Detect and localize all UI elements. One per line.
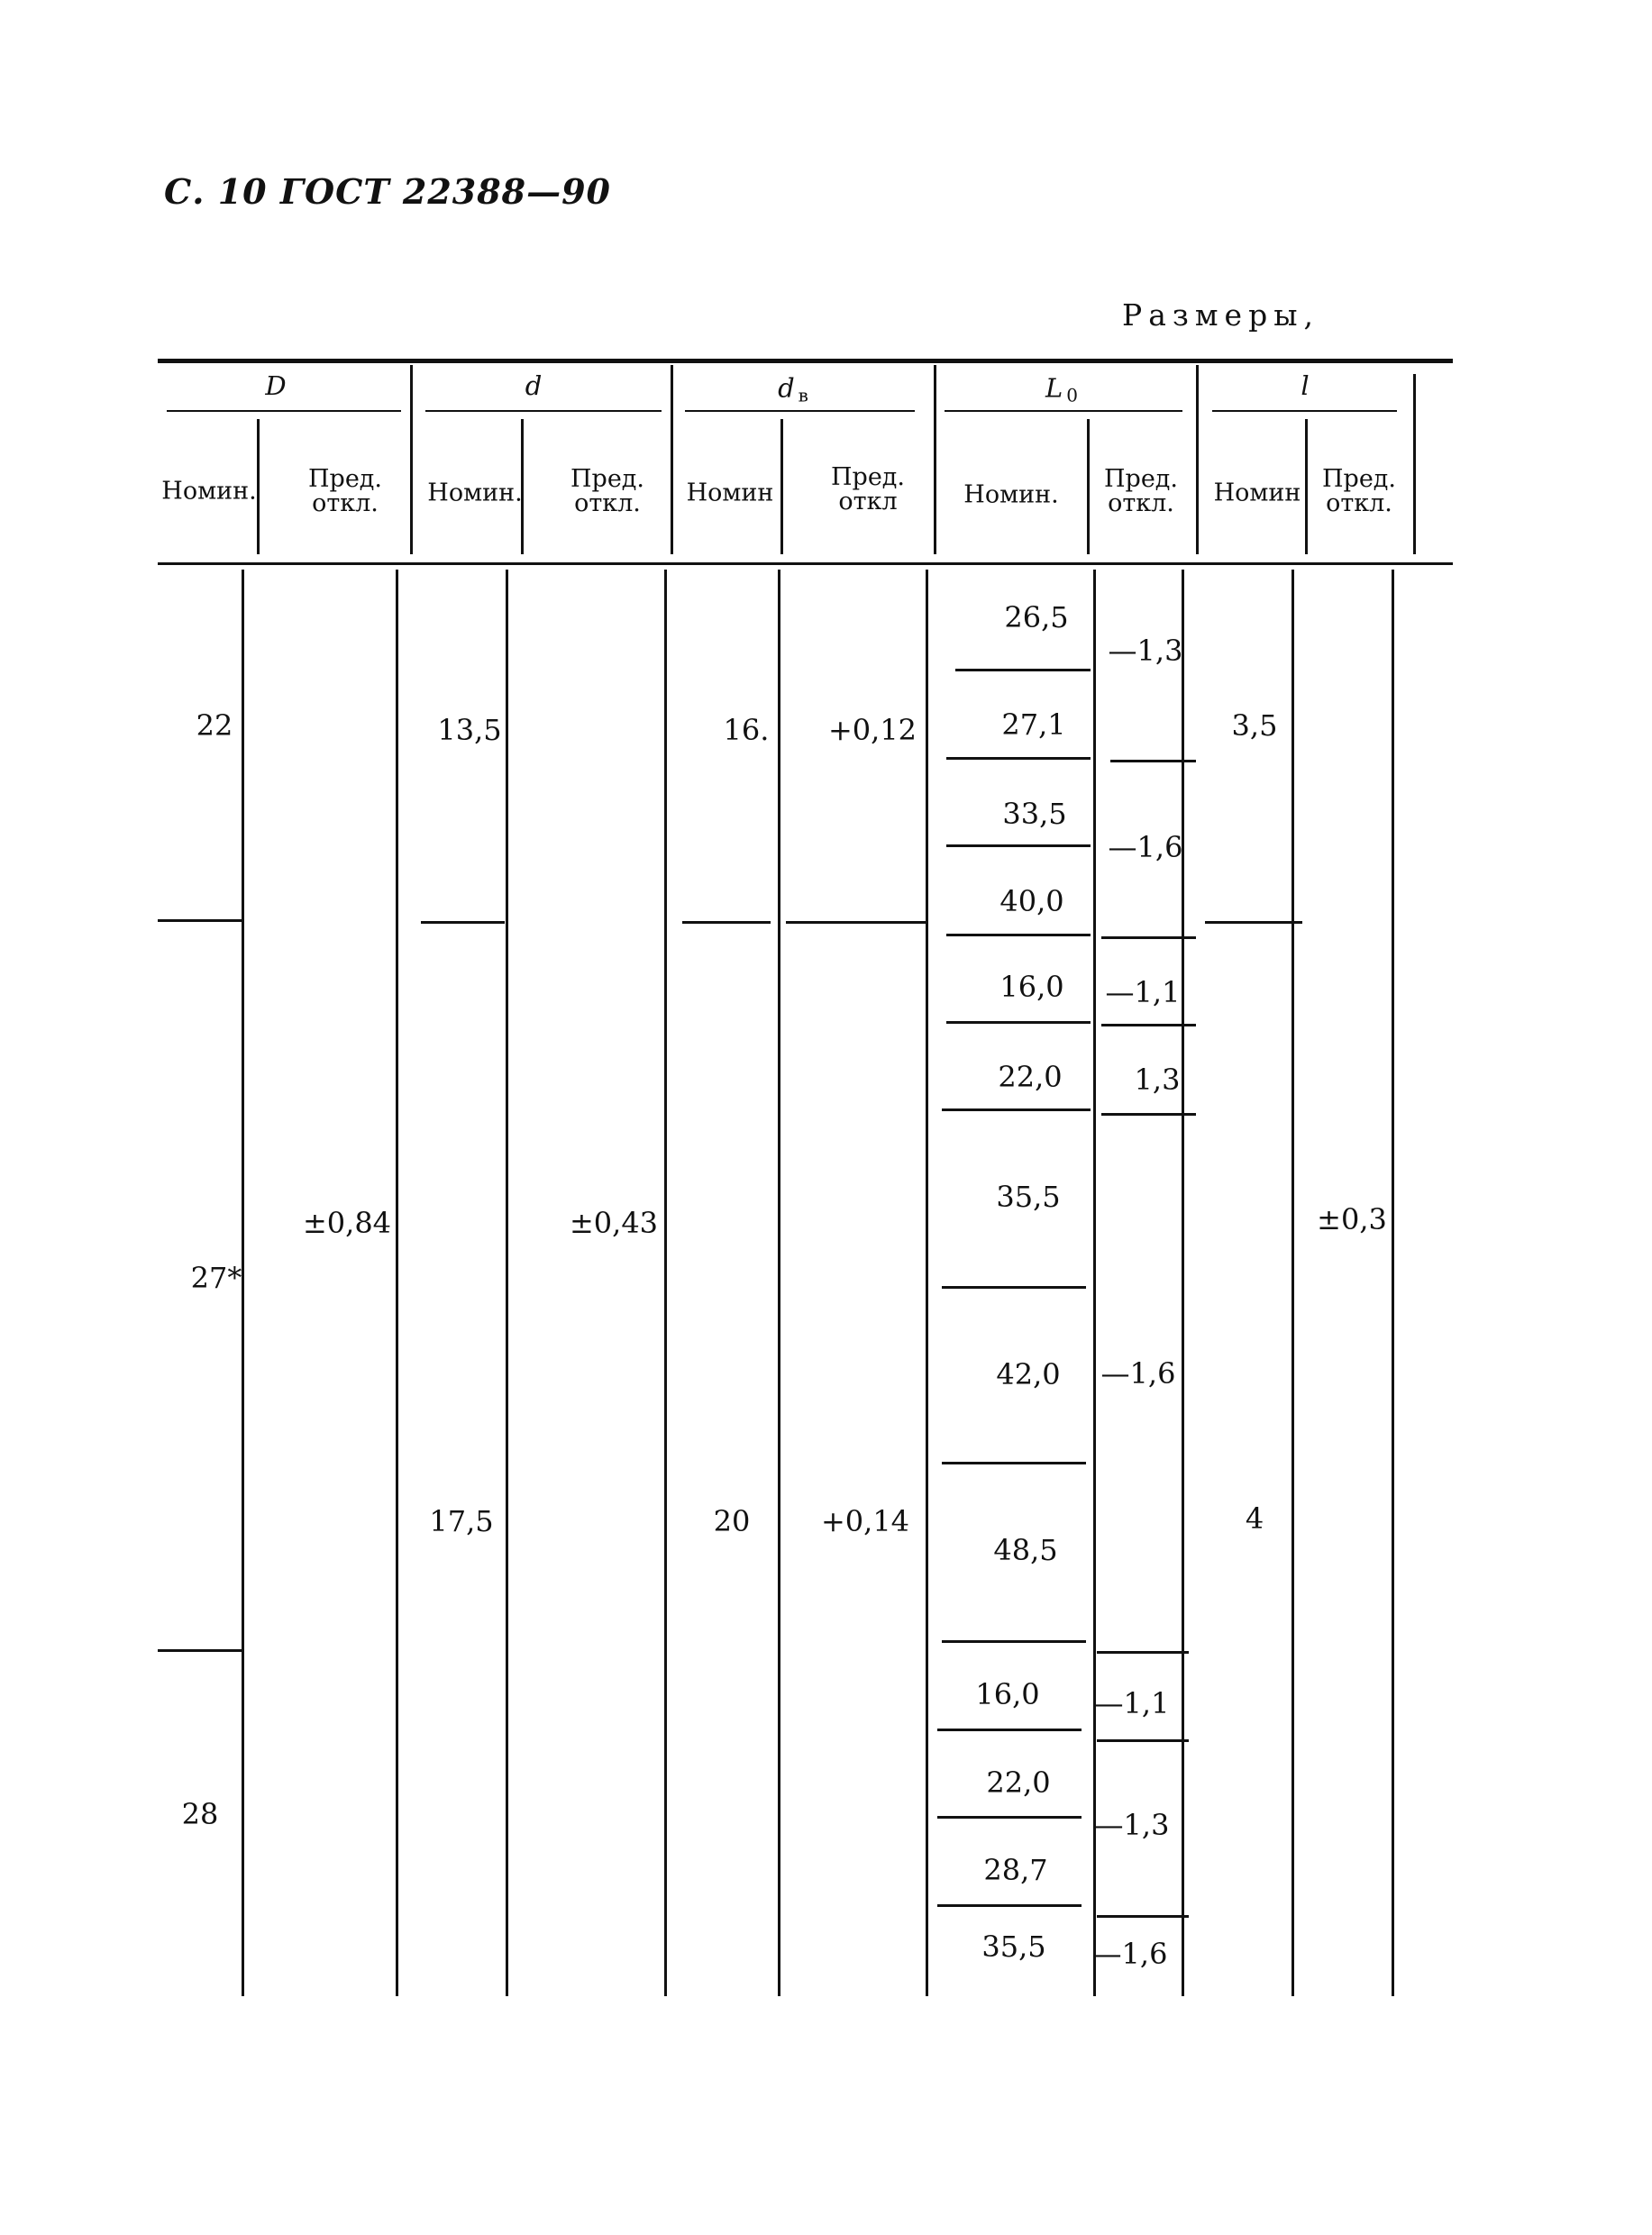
cell-L0-dev: —1,3 xyxy=(1094,1808,1170,1842)
cell-d-nom: 17,5 xyxy=(429,1504,494,1538)
L0-dev-separator xyxy=(1101,1024,1196,1026)
subheader-l-nom: Номин xyxy=(1213,479,1301,507)
header-vline xyxy=(257,419,260,554)
cell-L0-dev: —1,6 xyxy=(1092,1937,1168,1971)
cell-L0-dev: —1,6 xyxy=(1108,830,1183,864)
cell-L0-nom: 28,7 xyxy=(983,1853,1048,1887)
subheader-d-dev: Пред. откл. xyxy=(570,465,645,517)
header-vline xyxy=(1305,419,1308,554)
subheader-l-dev: Пред. откл. xyxy=(1321,465,1397,517)
cell-L0-dev: 1,3 xyxy=(1134,1063,1181,1097)
subheader-L0-nom: Номин. xyxy=(963,480,1059,509)
cell-L0-nom: 35,5 xyxy=(996,1180,1061,1214)
header-vline xyxy=(1196,365,1199,554)
body-vline xyxy=(1392,570,1394,1996)
header-vline xyxy=(1087,419,1090,554)
cell-L0-nom: 48,5 xyxy=(993,1533,1058,1567)
row-separator xyxy=(421,921,505,924)
group-rule-L0 xyxy=(945,410,1182,412)
cell-D-nom: 22 xyxy=(196,708,233,743)
cell-l-nom: 3,5 xyxy=(1231,708,1278,743)
body-vline xyxy=(1291,570,1294,1996)
subheader-D-dev: Пред. откл. xyxy=(307,465,383,517)
group-rule-l xyxy=(1212,410,1397,412)
group-label-dv: d $_в$ xyxy=(778,372,808,406)
cell-L0-nom: 16,0 xyxy=(999,970,1064,1004)
group-rule-D xyxy=(167,410,401,412)
units-caption: Размеры, xyxy=(1122,297,1319,333)
cell-L0-nom: 22,0 xyxy=(998,1060,1063,1094)
cell-L0-dev: —1,1 xyxy=(1105,975,1181,1009)
cell-l-dev: ±0,3 xyxy=(1317,1202,1387,1236)
L0-separator xyxy=(937,1816,1082,1819)
cell-L0-nom: 27,1 xyxy=(1001,707,1066,742)
header-vline xyxy=(671,365,673,554)
group-label-L0: L $_0$ xyxy=(1045,372,1078,406)
cell-D-nom: 27* xyxy=(190,1261,242,1295)
cell-L0-dev: —1,1 xyxy=(1094,1686,1170,1720)
L0-separator xyxy=(946,844,1091,847)
body-vline xyxy=(396,570,398,1996)
L0-separator xyxy=(946,757,1091,760)
L0-dev-separator xyxy=(1097,1651,1189,1654)
body-vline xyxy=(778,570,780,1996)
cell-dv-dev: +0,14 xyxy=(820,1504,910,1538)
row-separator xyxy=(158,1649,243,1652)
header-vline xyxy=(1413,374,1416,554)
subheader-dv-nom: Номин xyxy=(686,479,774,507)
L0-dev-separator xyxy=(1110,760,1196,762)
row-separator xyxy=(1205,921,1302,924)
cell-L0-nom: 22,0 xyxy=(986,1765,1051,1800)
cell-dv-dev: +0,12 xyxy=(827,713,917,747)
group-rule-dv xyxy=(685,410,915,412)
L0-separator xyxy=(942,1462,1086,1464)
header-bottom-rule xyxy=(158,562,1453,565)
cell-D-nom: 28 xyxy=(181,1797,219,1831)
L0-separator xyxy=(942,1108,1091,1111)
cell-L0-dev: —1,6 xyxy=(1100,1356,1176,1391)
body-vline xyxy=(1182,570,1184,1996)
header-vline xyxy=(780,419,783,554)
subheader-L0-dev: Пред. откл. xyxy=(1103,465,1179,517)
L0-separator xyxy=(942,1640,1086,1643)
cell-L0-nom: 42,0 xyxy=(996,1357,1061,1391)
cell-L0-nom: 40,0 xyxy=(999,884,1064,918)
body-vline xyxy=(664,570,667,1996)
row-separator xyxy=(158,919,243,922)
L0-dev-separator xyxy=(1101,1113,1196,1116)
L0-separator xyxy=(946,934,1091,936)
group-label-l: l xyxy=(1301,370,1310,401)
L0-dev-separator xyxy=(1097,1915,1189,1918)
subheader-D-nom: Номин. xyxy=(161,477,257,506)
body-vline xyxy=(926,570,928,1996)
cell-L0-nom: 26,5 xyxy=(1004,600,1069,634)
body-vline xyxy=(242,570,244,1996)
header-vline xyxy=(934,365,936,554)
group-label-D: D xyxy=(265,370,287,401)
subheader-dv-dev: Пред. откл xyxy=(830,463,906,515)
cell-l-nom: 4 xyxy=(1245,1501,1264,1536)
cell-L0-nom: 16,0 xyxy=(975,1677,1040,1711)
cell-d-nom: 13,5 xyxy=(437,713,502,747)
cell-d-dev: ±0,43 xyxy=(569,1206,659,1240)
L0-separator xyxy=(946,1021,1091,1024)
L0-dev-separator xyxy=(1097,1739,1189,1742)
L0-separator xyxy=(955,669,1091,671)
L0-dev-separator xyxy=(1101,936,1196,939)
subheader-d-nom: Номин. xyxy=(427,479,523,507)
L0-separator xyxy=(942,1286,1086,1289)
cell-L0-nom: 35,5 xyxy=(981,1929,1046,1964)
cell-dv-nom: 16. xyxy=(723,713,770,747)
cell-L0-nom: 33,5 xyxy=(1002,797,1067,831)
page-header: С. 10 ГОСТ 22388—90 xyxy=(164,171,611,212)
header-vline xyxy=(410,365,413,554)
group-rule-d xyxy=(425,410,662,412)
table-top-rule xyxy=(158,359,1453,363)
body-vline xyxy=(1093,570,1096,1996)
L0-separator xyxy=(937,1904,1082,1907)
cell-D-dev: ±0,84 xyxy=(302,1206,392,1240)
body-vline xyxy=(506,570,508,1996)
cell-L0-dev: —1,3 xyxy=(1108,634,1183,668)
group-label-d: d xyxy=(525,370,543,401)
row-separator xyxy=(786,921,926,924)
cell-dv-nom: 20 xyxy=(713,1504,751,1538)
L0-separator xyxy=(937,1729,1082,1731)
row-separator xyxy=(682,921,771,924)
